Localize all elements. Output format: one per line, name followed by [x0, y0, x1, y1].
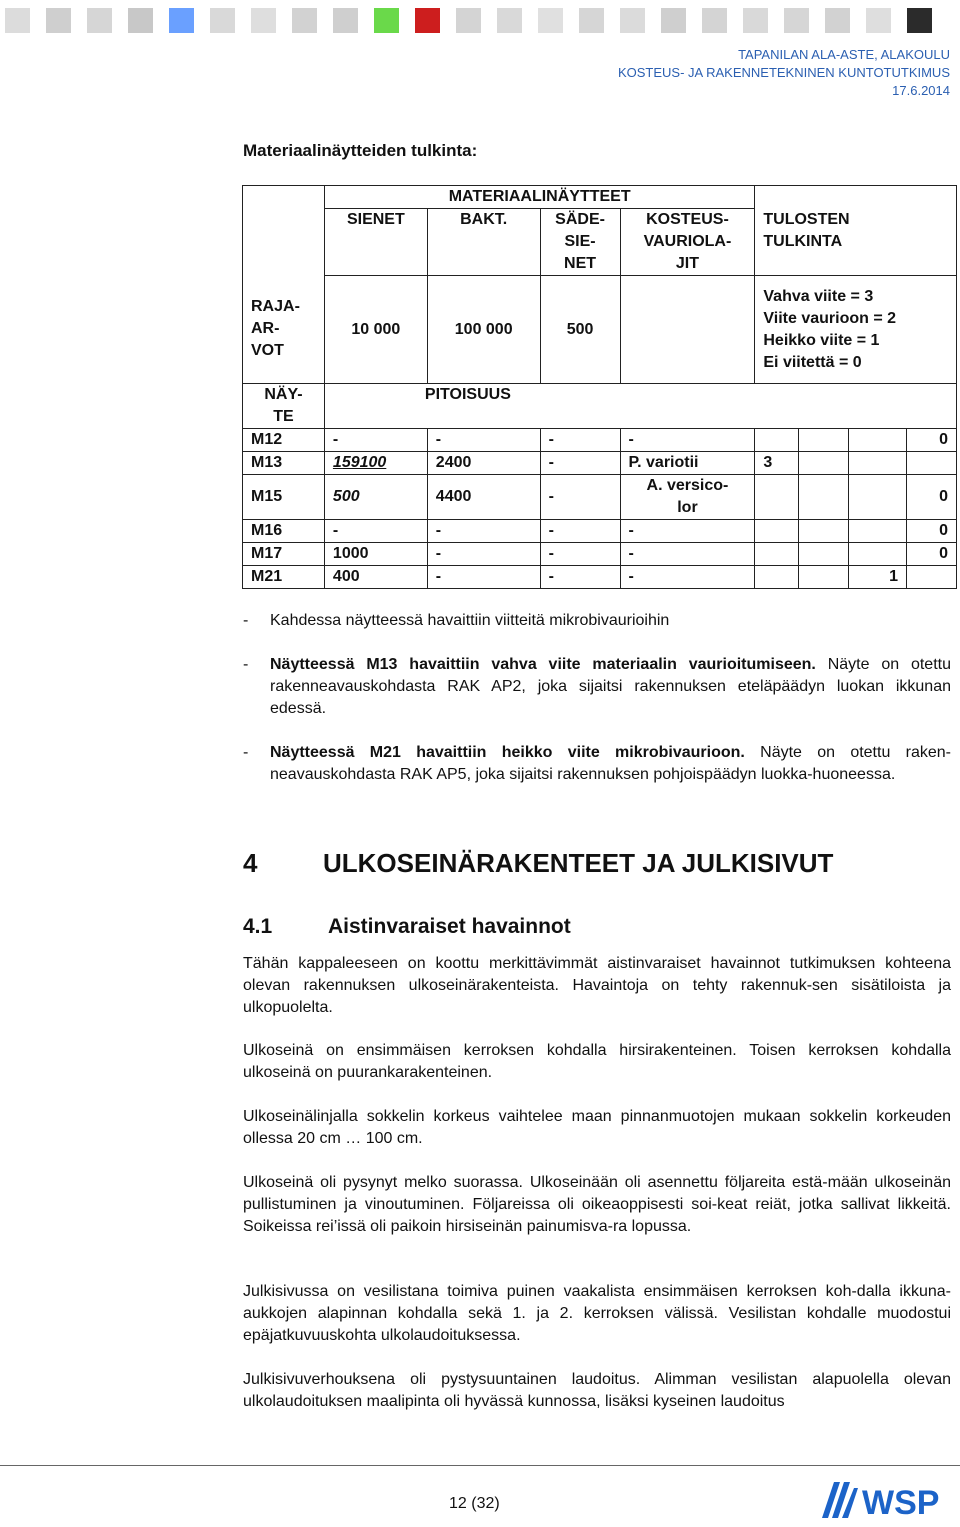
finding-item [243, 610, 951, 632]
cell-score-1 [849, 475, 907, 520]
cell-sienet: 400 [324, 566, 427, 589]
cell-kosteus: P. variotii [620, 452, 755, 475]
wsp-logo [818, 1478, 954, 1522]
finding-item [243, 742, 951, 786]
header-sienet: SIENET [324, 209, 427, 276]
header-color-square [497, 8, 522, 33]
header-color-square [661, 8, 686, 33]
header-color-square [87, 8, 112, 33]
cell-kosteus: - [620, 520, 755, 543]
chapter-number: 4 [243, 848, 258, 878]
section-heading-title: Aistinvaraiset havainnot [328, 915, 571, 938]
cell-score-3: 3 [755, 452, 799, 475]
cell-sade: - [540, 520, 620, 543]
header-color-square [251, 8, 276, 33]
finding-item [243, 654, 951, 720]
cell-kosteus: - [620, 543, 755, 566]
table-row [243, 543, 957, 566]
cell-score-2 [799, 520, 849, 543]
finding-text: Kahdessa näytteessä havaittiin viitteitä mikrobivaurioihin [270, 612, 670, 629]
header-sadesienet: SÄDE- SIE- NET [540, 209, 620, 276]
raja-sienet: 10 000 [324, 276, 427, 384]
header-color-square [743, 8, 768, 33]
cell-score-2 [799, 543, 849, 566]
bullet-dash: - [243, 744, 249, 761]
sample-id: M15 [243, 475, 325, 520]
table-top-header: MATERIAALINÄYTTEET [324, 186, 754, 209]
cell-score-1 [849, 452, 907, 475]
header-color-square [579, 8, 604, 33]
cell-sade: - [540, 429, 620, 452]
header-color-square [866, 8, 891, 33]
nayte-label: NÄY- TE [243, 384, 325, 429]
cell-score-1: 1 [849, 566, 907, 589]
cell-score-2 [799, 429, 849, 452]
cell-bakt: - [427, 429, 540, 452]
body-paragraph: Tähän kappaleeseen on koottu merkittävimmät aistinvaraiset havainnot tutkimuksen kohteena olevan rakennuksen ulkoseinärakenteista. Havaintoja on tehty rakennuk-sen sisätiloista ja ulkopuolelta. [243, 955, 951, 1016]
cell-score-3 [755, 475, 799, 520]
cell-score-2 [799, 452, 849, 475]
raja-sade: 500 [540, 276, 620, 384]
chapter-heading [243, 848, 833, 879]
spacer-cell [243, 209, 325, 276]
section-title: Materiaalinäytteiden tulkinta: [243, 141, 478, 160]
cell-score-0: 0 [907, 475, 957, 520]
cell-bakt: 2400 [427, 452, 540, 475]
section-heading [243, 915, 571, 939]
header-color-square [825, 8, 850, 33]
page-number: 12 (32) [449, 1495, 500, 1512]
cell-score-0 [907, 566, 957, 589]
pitoisuus-label: PITOISUUS [324, 384, 956, 429]
cell-sienet: 500 [324, 475, 427, 520]
body-paragraph: Ulkoseinä on ensimmäisen kerroksen kohdalla hirsirakenteinen. Toisen kerroksen kohdalla ulkoseinä on puurankarakenteinen. [243, 1042, 951, 1081]
cell-sade: - [540, 566, 620, 589]
sample-id: M17 [243, 543, 325, 566]
header-color-square [169, 8, 194, 33]
cell-sade: - [540, 475, 620, 520]
raja-kosteus [620, 276, 755, 384]
material-samples-table [242, 185, 957, 589]
table-row [243, 429, 957, 452]
header-kosteusvauriolajit: KOSTEUS- VAURIOLA- JIT [620, 209, 755, 276]
bullet-dash: - [243, 612, 249, 629]
cell-score-0: 0 [907, 543, 957, 566]
finding-bold: Näytteessä M13 havaittiin vahva viite materiaalin vaurioitumiseen. [270, 656, 816, 673]
table-row [243, 520, 957, 543]
table-row [243, 475, 957, 520]
sample-id: M16 [243, 520, 325, 543]
cell-score-0: 0 [907, 520, 957, 543]
header-color-squares [0, 8, 960, 34]
logo-wordmark: WSP [862, 1484, 940, 1522]
header-color-square [907, 8, 932, 33]
finding-bold: Näytteessä M21 havaittiin heikko viite mikrobivaurioon. [270, 744, 745, 761]
header-color-square [128, 8, 153, 33]
cell-sade: - [540, 543, 620, 566]
corner-cell [243, 186, 325, 209]
header-date: 17.6.2014 [892, 83, 950, 98]
header-color-square [5, 8, 30, 33]
body-paragraph: Ulkoseinä oli pysynyt melko suorassa. Ulkoseinään oli asennettu följareita estä-mään ulkoseinän pullistuminen ja vinoutuminen. Följareissa oli oikeaoppisesti soi-keat reiät, jotka sallivat likkeitä. Soikeissa rei’issä oli paikoin hirsiseinän painumisva-ra lopussa. [243, 1174, 951, 1235]
header-report-type: KOSTEUS- JA RAKENNETEKNINEN KUNTOTUTKIMUS [617, 65, 950, 80]
chapter-title: ULKOSEINÄRAKENTEET JA JULKISIVUT [323, 848, 834, 878]
sample-id: M13 [243, 452, 325, 475]
cell-sade: - [540, 452, 620, 475]
cell-score-1 [849, 543, 907, 566]
header-color-square [333, 8, 358, 33]
cell-sienet: - [324, 429, 427, 452]
sample-id: M21 [243, 566, 325, 589]
cell-score-2 [799, 475, 849, 520]
header-color-square [292, 8, 317, 33]
header-color-square [538, 8, 563, 33]
header-color-square [415, 8, 440, 33]
cell-kosteus: - [620, 429, 755, 452]
cell-score-1 [849, 520, 907, 543]
header-color-square [210, 8, 235, 33]
header-color-square [374, 8, 399, 33]
cell-score-3 [755, 543, 799, 566]
raja-bakt: 100 000 [427, 276, 540, 384]
cell-score-0: 0 [907, 429, 957, 452]
cell-score-3 [755, 429, 799, 452]
cell-bakt: - [427, 520, 540, 543]
finding-text: Näyte on otettu raken-neavauskohdasta RAK AP5, joka sijaitsi rakennuksen pohjoispäädyn luokka-huoneessa. [270, 744, 951, 783]
body-paragraph: Julkisivussa on vesilistana toimiva puinen vaakalista ensimmäisen kerroksen koh-dalla ikkuna-aukkojen alapinnan kohdalla sekä 1. ja 2. kerroksen välissä. Vesilistan kohdalle muodostui epäjatkuvuuskohta ulkolaudoituksessa. [243, 1283, 951, 1344]
cell-sienet: 1000 [324, 543, 427, 566]
section-number: 4.1 [243, 915, 273, 938]
cell-score-3 [755, 566, 799, 589]
cell-score-1 [849, 429, 907, 452]
body-paragraph: Ulkoseinälinjalla sokkelin korkeus vaihtelee maan pinnanmuotojen mukaan sokkelin korkeuden ollessa 20 cm … 100 cm. [243, 1108, 951, 1147]
bullet-dash: - [243, 656, 249, 673]
cell-sienet: - [324, 520, 427, 543]
finding-text: Näyte on otettu rakenneavauskohdasta RAK AP2, joka sijaitsi rakennuksen eteläpäädyn luokan ikkunan edessä. [270, 656, 951, 717]
document-header [618, 46, 950, 100]
cell-score-3 [755, 520, 799, 543]
header-bakt: BAKT. [427, 209, 540, 276]
footer-divider [0, 1465, 960, 1466]
cell-score-0 [907, 452, 957, 475]
cell-bakt: - [427, 543, 540, 566]
table-row [243, 566, 957, 589]
header-color-square [702, 8, 727, 33]
header-project: TAPANILAN ALA-ASTE, ALAKOULU [738, 47, 950, 62]
header-color-square [620, 8, 645, 33]
sample-id: M12 [243, 429, 325, 452]
header-tulosten: TULOSTEN TULKINTA [755, 186, 957, 276]
cell-score-2 [799, 566, 849, 589]
cell-bakt: - [427, 566, 540, 589]
body-paragraph: Julkisivuverhouksena oli pystysuuntainen laudoitus. Alimman vesilistan alapuolella olevan ulkolaudoituksen maalipinta oli hyvässä kunnossa, lisäksi kyseinen laudoitus [243, 1371, 951, 1410]
cell-kosteus: A. versico- lor [620, 475, 755, 520]
cell-sienet: 159100 [324, 452, 427, 475]
cell-kosteus: - [620, 566, 755, 589]
header-color-square [46, 8, 71, 33]
cell-bakt: 4400 [427, 475, 540, 520]
raja-arvot-label: RAJA- AR- VOT [243, 276, 325, 384]
header-color-square [456, 8, 481, 33]
tulkinta-legend: Vahva viite = 3 Viite vaurioon = 2 Heikko viite = 1 Ei viitettä = 0 [755, 276, 957, 384]
table-row [243, 452, 957, 475]
header-color-square [784, 8, 809, 33]
